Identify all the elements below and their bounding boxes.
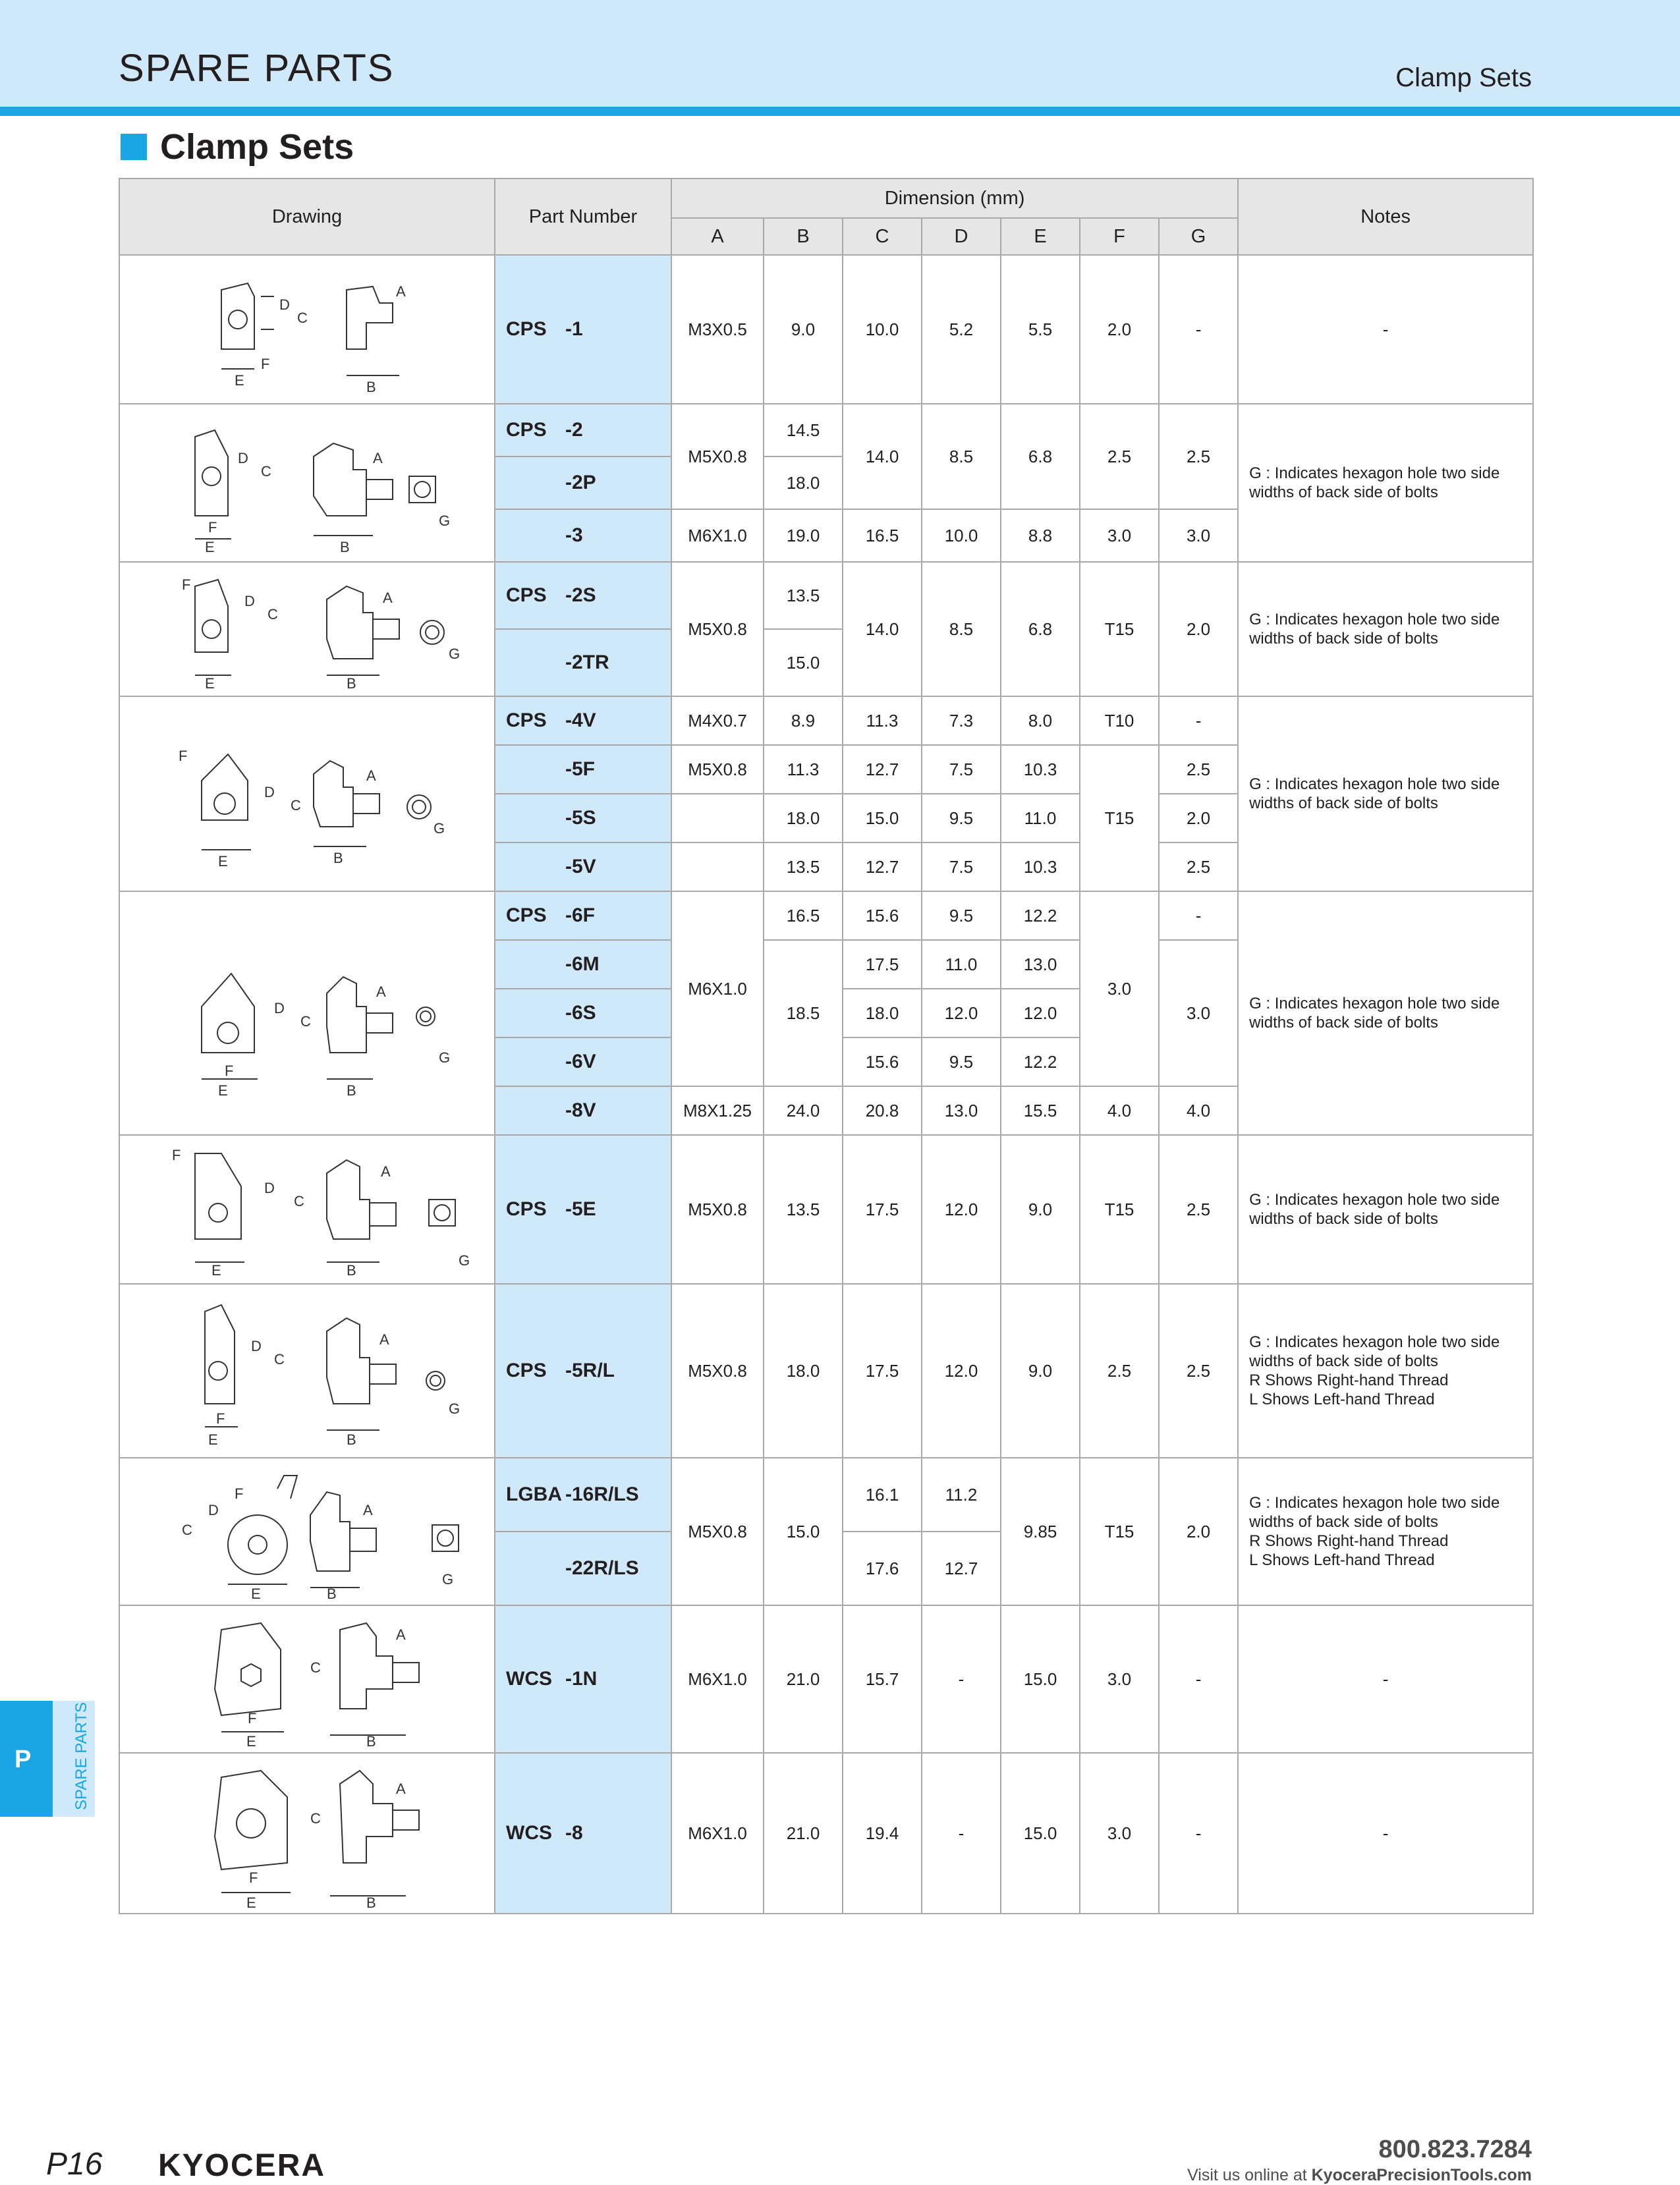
table-row bbox=[119, 1753, 1533, 1914]
col-header-d: D bbox=[922, 218, 1001, 255]
col-header-part-number: Part Number bbox=[495, 179, 671, 255]
svg-text:D: D bbox=[264, 784, 275, 800]
dim-b: 21.0 bbox=[764, 1605, 843, 1753]
page-number: P16 bbox=[46, 2147, 103, 2182]
dim-c: 15.0 bbox=[843, 794, 922, 843]
svg-text:B: B bbox=[366, 1895, 376, 1909]
svg-text:B: B bbox=[366, 379, 376, 395]
svg-text:E: E bbox=[251, 1586, 261, 1601]
svg-text:F: F bbox=[179, 748, 188, 764]
note-line: G : Indicates hexagon hole two side widths of back side of bolts bbox=[1249, 1333, 1500, 1370]
part-number-cell: CPS -4V bbox=[495, 696, 671, 745]
dim-g: - bbox=[1159, 1605, 1238, 1753]
table-row bbox=[119, 1605, 1533, 1753]
dim-c: 19.4 bbox=[843, 1753, 922, 1914]
clamp-sets-table bbox=[119, 178, 1534, 1914]
dim-a: M5X0.8 bbox=[671, 745, 764, 794]
dim-c: 16.1 bbox=[843, 1458, 922, 1532]
header-section-name: Clamp Sets bbox=[1395, 63, 1532, 92]
note-line: L Shows Left-hand Thread bbox=[1249, 1551, 1435, 1569]
table-row bbox=[119, 696, 1533, 745]
note-line: R Shows Right-hand Thread bbox=[1249, 1532, 1449, 1550]
dim-c: 17.5 bbox=[843, 1284, 922, 1458]
table-row bbox=[119, 891, 1533, 940]
dim-c: 15.6 bbox=[843, 1037, 922, 1086]
dim-d: 9.5 bbox=[922, 1037, 1001, 1086]
section-marker-icon bbox=[121, 134, 147, 160]
dim-c: 16.5 bbox=[843, 509, 922, 562]
dim-e: 15.0 bbox=[1001, 1753, 1080, 1914]
notes-cell: - bbox=[1238, 1605, 1533, 1753]
svg-text:C: C bbox=[291, 797, 301, 814]
svg-text:E: E bbox=[205, 675, 215, 692]
part-number-cell: CPS -5R/L bbox=[495, 1284, 671, 1458]
svg-text:E: E bbox=[205, 539, 215, 555]
notes-cell: G : Indicates hexagon hole two side widths of back side of bolts bbox=[1238, 562, 1533, 696]
svg-text:B: B bbox=[340, 539, 350, 555]
svg-text:B: B bbox=[327, 1586, 337, 1601]
dim-g: 4.0 bbox=[1159, 1086, 1238, 1135]
col-header-e: E bbox=[1001, 218, 1080, 255]
dim-e: 6.8 bbox=[1001, 404, 1080, 509]
dim-d: 7.5 bbox=[922, 745, 1001, 794]
svg-text:B: B bbox=[333, 850, 343, 866]
svg-text:A: A bbox=[396, 283, 406, 300]
svg-text:A: A bbox=[396, 1781, 406, 1797]
table-row bbox=[119, 1284, 1533, 1458]
dim-b: 24.0 bbox=[764, 1086, 843, 1135]
part-number-cell: -6M bbox=[495, 940, 671, 989]
drawing-cell bbox=[119, 562, 495, 696]
dim-a: M5X0.8 bbox=[671, 1135, 764, 1284]
part-number-cell: -8V bbox=[495, 1086, 671, 1135]
dim-e: 8.0 bbox=[1001, 696, 1080, 745]
dim-e: 6.8 bbox=[1001, 562, 1080, 696]
section-tab-label: SPARE PARTS bbox=[72, 1701, 90, 1810]
dim-e: 9.85 bbox=[1001, 1458, 1080, 1605]
dim-d: - bbox=[922, 1605, 1001, 1753]
dim-d: 12.0 bbox=[922, 989, 1001, 1037]
dim-d: 8.5 bbox=[922, 404, 1001, 509]
dim-d: 10.0 bbox=[922, 509, 1001, 562]
dim-a: M8X1.25 bbox=[671, 1086, 764, 1135]
svg-text:A: A bbox=[363, 1502, 373, 1518]
dim-f: 2.5 bbox=[1080, 1284, 1159, 1458]
dim-g: 2.5 bbox=[1159, 404, 1238, 509]
clamp-drawing-icon bbox=[142, 567, 472, 692]
dim-e: 9.0 bbox=[1001, 1135, 1080, 1284]
dim-d: 13.0 bbox=[922, 1086, 1001, 1135]
dim-c: 17.5 bbox=[843, 1135, 922, 1284]
svg-text:B: B bbox=[347, 675, 356, 692]
dim-f: T15 bbox=[1080, 562, 1159, 696]
drawing-cell bbox=[119, 891, 495, 1135]
dim-f: T15 bbox=[1080, 1135, 1159, 1284]
part-number-cell: WCS -1N bbox=[495, 1605, 671, 1753]
drawing-cell bbox=[119, 1284, 495, 1458]
header-title: SPARE PARTS bbox=[119, 47, 395, 90]
clamp-drawing-icon bbox=[149, 914, 465, 1112]
dim-d: 7.5 bbox=[922, 843, 1001, 891]
dim-d: 9.5 bbox=[922, 891, 1001, 940]
dim-e: 13.0 bbox=[1001, 940, 1080, 989]
notes-cell bbox=[1238, 1458, 1533, 1605]
svg-text:A: A bbox=[366, 767, 376, 784]
dim-b: 19.0 bbox=[764, 509, 843, 562]
clamp-drawing-icon bbox=[169, 1757, 445, 1909]
svg-text:F: F bbox=[248, 1710, 257, 1727]
dim-c: 10.0 bbox=[843, 255, 922, 404]
svg-text:F: F bbox=[216, 1410, 225, 1427]
col-header-notes: Notes bbox=[1238, 179, 1533, 255]
dim-g: - bbox=[1159, 891, 1238, 940]
svg-text:F: F bbox=[172, 1147, 181, 1163]
dim-b: 21.0 bbox=[764, 1753, 843, 1914]
clamp-drawing-icon bbox=[175, 263, 439, 395]
svg-text:A: A bbox=[379, 1331, 389, 1348]
svg-text:D: D bbox=[244, 593, 255, 609]
kyocera-logo: KYOCERA bbox=[158, 2148, 326, 2183]
dim-c: 14.0 bbox=[843, 562, 922, 696]
dim-c: 17.6 bbox=[843, 1532, 922, 1605]
dim-d: 12.0 bbox=[922, 1284, 1001, 1458]
part-number-cell: -5F bbox=[495, 745, 671, 794]
note-line: G : Indicates hexagon hole two side widths of back side of bolts bbox=[1249, 1494, 1500, 1531]
dim-d: 11.0 bbox=[922, 940, 1001, 989]
svg-text:C: C bbox=[300, 1013, 311, 1030]
dim-f: 3.0 bbox=[1080, 1753, 1159, 1914]
part-number-cell: -3 bbox=[495, 509, 671, 562]
svg-text:E: E bbox=[218, 1082, 228, 1099]
dim-g: 2.0 bbox=[1159, 794, 1238, 843]
svg-text:F: F bbox=[225, 1063, 234, 1079]
dim-a: M6X1.0 bbox=[671, 891, 764, 1086]
svg-text:C: C bbox=[294, 1193, 304, 1209]
col-header-f: F bbox=[1080, 218, 1159, 255]
dim-f: 4.0 bbox=[1080, 1086, 1159, 1135]
dim-g: 2.0 bbox=[1159, 562, 1238, 696]
dim-a: M5X0.8 bbox=[671, 1284, 764, 1458]
svg-text:D: D bbox=[238, 450, 248, 466]
dim-g: 2.5 bbox=[1159, 1135, 1238, 1284]
dim-e: 11.0 bbox=[1001, 794, 1080, 843]
svg-text:G: G bbox=[449, 1400, 461, 1417]
dim-f: 3.0 bbox=[1080, 891, 1159, 1086]
dim-g: 2.5 bbox=[1159, 843, 1238, 891]
drawing-cell bbox=[119, 1135, 495, 1284]
dim-b: 9.0 bbox=[764, 255, 843, 404]
dim-a: M3X0.5 bbox=[671, 255, 764, 404]
svg-text:B: B bbox=[347, 1431, 356, 1448]
svg-text:D: D bbox=[208, 1502, 219, 1518]
drawing-cell bbox=[119, 1605, 495, 1753]
dim-g: 3.0 bbox=[1159, 509, 1238, 562]
clamp-drawing-icon bbox=[169, 1610, 445, 1748]
dim-b: 18.5 bbox=[764, 940, 843, 1086]
svg-text:G: G bbox=[439, 1049, 451, 1066]
dim-c: 20.8 bbox=[843, 1086, 922, 1135]
dim-d: - bbox=[922, 1753, 1001, 1914]
dim-g: - bbox=[1159, 255, 1238, 404]
svg-text:C: C bbox=[310, 1659, 321, 1676]
svg-text:D: D bbox=[264, 1180, 275, 1196]
svg-text:C: C bbox=[297, 310, 308, 326]
dim-f: 2.5 bbox=[1080, 404, 1159, 509]
table-row bbox=[119, 404, 1533, 456]
part-number-cell: CPS -2 bbox=[495, 404, 671, 456]
dim-e: 10.3 bbox=[1001, 745, 1080, 794]
svg-text:E: E bbox=[211, 1262, 221, 1279]
svg-text:G: G bbox=[439, 512, 451, 529]
clamp-drawing-icon bbox=[149, 715, 465, 873]
dim-a: M5X0.8 bbox=[671, 404, 764, 509]
dim-c: 15.7 bbox=[843, 1605, 922, 1753]
dim-f: T15 bbox=[1080, 1458, 1159, 1605]
notes-cell: - bbox=[1238, 1753, 1533, 1914]
dim-c: 12.7 bbox=[843, 745, 922, 794]
dim-g: 2.5 bbox=[1159, 745, 1238, 794]
note-line: R Shows Right-hand Thread bbox=[1249, 1371, 1449, 1389]
svg-text:B: B bbox=[347, 1082, 356, 1099]
website-prefix: Visit us online at bbox=[1187, 2166, 1312, 2184]
svg-text:C: C bbox=[310, 1810, 321, 1827]
svg-text:A: A bbox=[383, 590, 393, 606]
col-header-drawing: Drawing bbox=[119, 179, 495, 255]
dim-a: M5X0.8 bbox=[671, 562, 764, 696]
dim-f: 3.0 bbox=[1080, 509, 1159, 562]
dim-b: 18.0 bbox=[764, 794, 843, 843]
dim-g: 2.0 bbox=[1159, 1458, 1238, 1605]
dim-e: 8.8 bbox=[1001, 509, 1080, 562]
svg-text:E: E bbox=[246, 1895, 256, 1909]
notes-cell: G : Indicates hexagon hole two side widths of back side of bolts bbox=[1238, 891, 1533, 1135]
dim-b: 15.0 bbox=[764, 629, 843, 696]
svg-text:B: B bbox=[347, 1262, 356, 1279]
svg-text:C: C bbox=[182, 1522, 192, 1538]
table-row bbox=[119, 1135, 1533, 1284]
dim-b: 13.5 bbox=[764, 562, 843, 629]
dim-d: 7.3 bbox=[922, 696, 1001, 745]
part-number-cell: -6S bbox=[495, 989, 671, 1037]
svg-text:F: F bbox=[249, 1869, 258, 1886]
part-number-cell: LGBA -16R/LS bbox=[495, 1458, 671, 1532]
part-number-cell: -5V bbox=[495, 843, 671, 891]
notes-cell: - bbox=[1238, 255, 1533, 404]
dim-b: 8.9 bbox=[764, 696, 843, 745]
part-number-cell: CPS -1 bbox=[495, 255, 671, 404]
dim-e: 10.3 bbox=[1001, 843, 1080, 891]
svg-text:C: C bbox=[274, 1351, 285, 1368]
dim-f: T10 bbox=[1080, 696, 1159, 745]
dim-g: - bbox=[1159, 1753, 1238, 1914]
dim-f: 2.0 bbox=[1080, 255, 1159, 404]
part-number-cell: -2P bbox=[495, 456, 671, 509]
dim-d: 5.2 bbox=[922, 255, 1001, 404]
svg-text:G: G bbox=[449, 646, 461, 662]
dim-b: 13.5 bbox=[764, 843, 843, 891]
notes-cell: G : Indicates hexagon hole two side widths of back side of bolts bbox=[1238, 404, 1533, 562]
table-row bbox=[119, 1458, 1533, 1532]
table-row bbox=[119, 255, 1533, 404]
header-rule bbox=[0, 107, 1680, 116]
section-title: Clamp Sets bbox=[160, 127, 354, 167]
svg-text:A: A bbox=[381, 1163, 391, 1180]
col-header-dimension: Dimension (mm) bbox=[671, 179, 1238, 218]
dim-d: 12.0 bbox=[922, 1135, 1001, 1284]
notes-cell bbox=[1238, 1284, 1533, 1458]
dim-e: 15.5 bbox=[1001, 1086, 1080, 1135]
svg-text:G: G bbox=[434, 820, 445, 837]
svg-text:C: C bbox=[261, 463, 271, 480]
clamp-drawing-icon bbox=[155, 410, 459, 555]
dim-b: 18.0 bbox=[764, 456, 843, 509]
drawing-cell bbox=[119, 1458, 495, 1605]
drawing-cell bbox=[119, 696, 495, 891]
dim-c: 11.3 bbox=[843, 696, 922, 745]
table-row bbox=[119, 562, 1533, 629]
svg-text:D: D bbox=[274, 1000, 285, 1016]
dim-c: 18.0 bbox=[843, 989, 922, 1037]
col-header-b: B bbox=[764, 218, 843, 255]
svg-text:E: E bbox=[235, 372, 244, 389]
svg-text:A: A bbox=[376, 983, 386, 1000]
part-number-cell: -22R/LS bbox=[495, 1532, 671, 1605]
dim-c: 17.5 bbox=[843, 940, 922, 989]
part-number-cell: WCS -8 bbox=[495, 1753, 671, 1914]
dim-e: 5.5 bbox=[1001, 255, 1080, 404]
clamp-drawing-icon bbox=[142, 1462, 472, 1601]
svg-text:F: F bbox=[235, 1485, 244, 1502]
svg-text:F: F bbox=[261, 356, 270, 372]
clamp-drawing-icon bbox=[142, 1292, 472, 1450]
dim-b: 14.5 bbox=[764, 404, 843, 456]
dim-g: 2.5 bbox=[1159, 1284, 1238, 1458]
svg-text:A: A bbox=[373, 450, 383, 466]
notes-cell: G : Indicates hexagon hole two side widths of back side of bolts bbox=[1238, 1135, 1533, 1284]
dim-e: 9.0 bbox=[1001, 1284, 1080, 1458]
part-number-cell: -6V bbox=[495, 1037, 671, 1086]
col-header-g: G bbox=[1159, 218, 1238, 255]
dim-d: 11.2 bbox=[922, 1458, 1001, 1532]
part-number-cell: -5S bbox=[495, 794, 671, 843]
section-tab-letter: P bbox=[14, 1746, 32, 1773]
col-header-a: A bbox=[671, 218, 764, 255]
clamp-drawing-icon bbox=[136, 1140, 478, 1279]
dim-a: M6X1.0 bbox=[671, 509, 764, 562]
dim-f: 3.0 bbox=[1080, 1605, 1159, 1753]
dim-g: 3.0 bbox=[1159, 940, 1238, 1086]
dim-d: 8.5 bbox=[922, 562, 1001, 696]
drawing-cell bbox=[119, 404, 495, 562]
svg-text:G: G bbox=[442, 1571, 454, 1588]
svg-text:A: A bbox=[396, 1626, 406, 1643]
svg-text:B: B bbox=[366, 1733, 376, 1748]
part-number-cell: CPS -5E bbox=[495, 1135, 671, 1284]
dim-g: - bbox=[1159, 696, 1238, 745]
dim-e: 15.0 bbox=[1001, 1605, 1080, 1753]
part-number-cell: -2TR bbox=[495, 629, 671, 696]
svg-text:F: F bbox=[182, 576, 191, 593]
dim-c: 12.7 bbox=[843, 843, 922, 891]
dim-a: M5X0.8 bbox=[671, 1458, 764, 1605]
dim-f: T15 bbox=[1080, 745, 1159, 891]
svg-text:G: G bbox=[459, 1252, 470, 1269]
svg-text:E: E bbox=[218, 853, 228, 870]
part-number-cell: CPS -2S bbox=[495, 562, 671, 629]
drawing-cell bbox=[119, 1753, 495, 1914]
svg-text:F: F bbox=[208, 519, 217, 536]
dim-b: 13.5 bbox=[764, 1135, 843, 1284]
col-header-c: C bbox=[843, 218, 922, 255]
dim-b: 16.5 bbox=[764, 891, 843, 940]
dim-a: M6X1.0 bbox=[671, 1753, 764, 1914]
svg-text:E: E bbox=[208, 1431, 218, 1448]
dim-b: 18.0 bbox=[764, 1284, 843, 1458]
dim-a: M4X0.7 bbox=[671, 696, 764, 745]
dim-b: 15.0 bbox=[764, 1458, 843, 1605]
dim-a: M6X1.0 bbox=[671, 1605, 764, 1753]
drawing-cell bbox=[119, 255, 495, 404]
notes-cell: G : Indicates hexagon hole two side widths of back side of bolts bbox=[1238, 696, 1533, 891]
dim-c: 14.0 bbox=[843, 404, 922, 509]
dim-b: 11.3 bbox=[764, 745, 843, 794]
note-line: L Shows Left-hand Thread bbox=[1249, 1391, 1435, 1408]
website-link[interactable]: KyoceraPrecisionTools.com bbox=[1311, 2166, 1532, 2184]
svg-text:D: D bbox=[251, 1338, 262, 1354]
website-line bbox=[1187, 2166, 1532, 2185]
svg-text:D: D bbox=[279, 296, 290, 313]
dim-e: 12.2 bbox=[1001, 1037, 1080, 1086]
part-number-cell: CPS -6F bbox=[495, 891, 671, 940]
dim-d: 12.7 bbox=[922, 1532, 1001, 1605]
phone-number: 800.823.7284 bbox=[1378, 2136, 1532, 2163]
dim-a bbox=[671, 794, 764, 843]
svg-text:E: E bbox=[246, 1733, 256, 1748]
dim-e: 12.2 bbox=[1001, 891, 1080, 940]
dim-a bbox=[671, 843, 764, 891]
svg-text:C: C bbox=[267, 606, 278, 622]
dim-c: 15.6 bbox=[843, 891, 922, 940]
dim-d: 9.5 bbox=[922, 794, 1001, 843]
dim-e: 12.0 bbox=[1001, 989, 1080, 1037]
